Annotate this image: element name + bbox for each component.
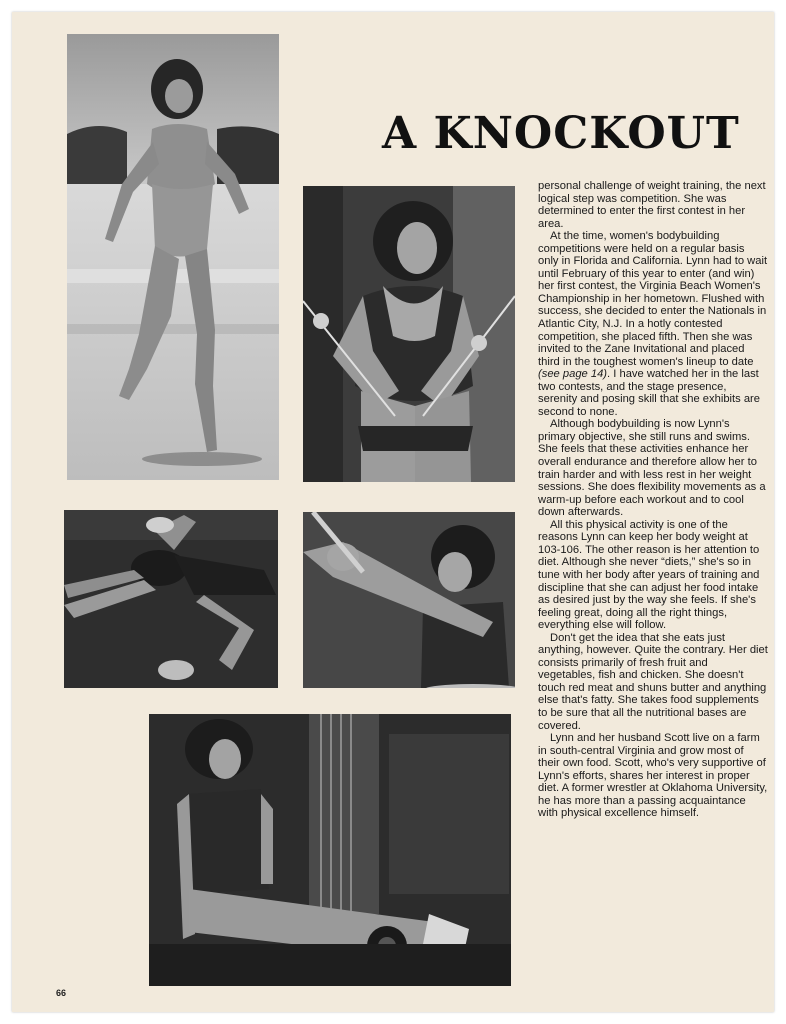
paragraph-5: Don't get the idea that she eats just anything, however. Quite the contrary. Her diet consists primarily of fresh fruit and vegetables, fish and chicken. She doesn't touch red meat and shuns butter and anything else that's fatty. She takes food supplements to be sure that all the nutritional bases are covered. <box>538 631 768 732</box>
paragraph-2-text-a: At the time, women's bodybuilding competitions were held on a regular basis only in Florida and California. Lynn had to wait until February of this year to enter (and win) her first contest, the Virginia Beach Women's Championship in her hometown. Flushed with success, she decided to enter the Nationals in Atlantic City, N.J. In a hotly contested competition, she placed fifth. Then she was invited to the Zane Invitational and placed third in the toughest women's lineup to date <box>538 230 768 368</box>
paragraph-6: Lynn and her husband Scott live on a farm in south-central Virginia and grow most of their own food. Scott, who's very supportive of Lynn's efforts, shares her interest in proper diet. A former wrestler at Oklahoma University, he has more than a passing acquaintance with physical excellence himself. <box>538 732 768 820</box>
paragraph-3: Although bodybuilding is now Lynn's primary objective, she still runs and swims. She feels that these activities enhance her overall endurance and therefore allow her to train harder and with less rest in her weight sessions. She does flexibility movements as a warm-up before each workout and to cool down afterwards. <box>538 418 766 519</box>
photo-pulldown-image <box>303 512 515 688</box>
article-body-column <box>538 180 768 820</box>
photo-runner-image <box>67 34 279 480</box>
paragraph-2 <box>538 230 768 418</box>
article-headline: A KNOCKOUT <box>382 108 740 159</box>
magazine-page <box>12 12 774 1012</box>
page-number: 66 <box>56 988 67 998</box>
paragraph-4: All this physical activity is one of the reasons Lynn can keep her body weight at 103-106. The other reason is her attention to diet. Although she never “diets,” she's so in tune with her body after years of training and discipline that she can adjust her food intake as desired just by the way she feels. If she's feeling great, doing all the right things, everything else will follow. <box>538 518 760 632</box>
photo-woman-seated-leg-machine <box>149 714 511 986</box>
paragraph-1: personal challenge of weight training, the next logical step was competition. She was determined to enter the first contest in her area. <box>538 180 766 230</box>
paragraph-2-text-b: . I have watched her in the last two contests, and the stage presence, serenity and posing skill that she exhibits are second to none. <box>538 368 761 418</box>
photo-woman-floor-stretch <box>64 510 278 688</box>
photo-woman-running-on-beach <box>67 34 279 480</box>
photo-woman-pulldown-exercise <box>303 512 515 688</box>
page-reference: (see page 14) <box>538 368 608 381</box>
photo-stretch-image <box>64 510 278 688</box>
photo-woman-cable-exercise <box>303 186 515 482</box>
photo-cable-image <box>303 186 515 482</box>
photo-seated-image <box>149 714 511 986</box>
